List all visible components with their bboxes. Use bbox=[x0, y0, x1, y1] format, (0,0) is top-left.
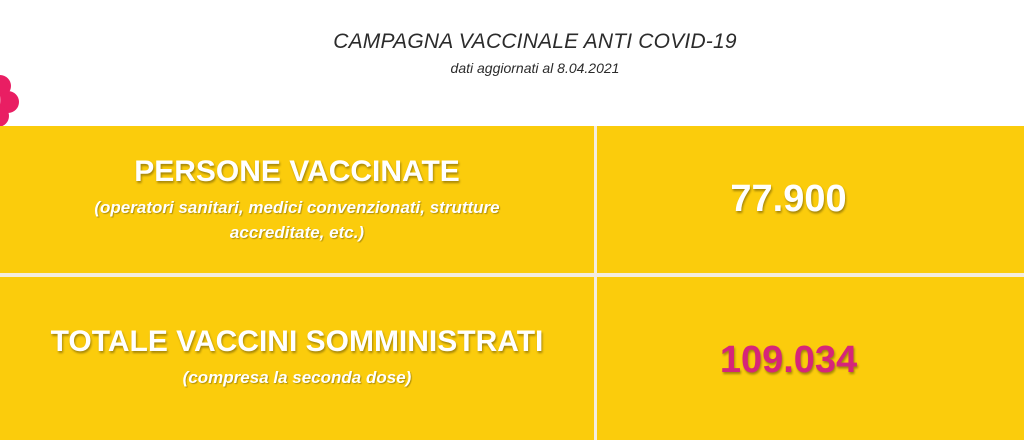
row-vaccinated-value-cell bbox=[597, 126, 1024, 273]
header bbox=[0, 30, 1024, 76]
vaccinated-label: PERSONE VACCINATE bbox=[134, 154, 460, 188]
row-total-label-cell bbox=[0, 277, 594, 440]
vaccinated-sublabel-line1: (operatori sanitari, medici convenzionati, strutture bbox=[94, 197, 500, 217]
vaccinated-sublabel-line2: accreditate, etc.) bbox=[229, 222, 365, 242]
vaccinated-value: 77.900 bbox=[730, 178, 847, 220]
update-date: dati aggiornati al 8.04.2021 bbox=[450, 60, 620, 76]
row-vaccinated-label-cell bbox=[0, 126, 594, 273]
stats-table bbox=[0, 126, 1024, 440]
total-doses-label: TOTALE VACCINI SOMMINISTRATI bbox=[50, 325, 544, 358]
total-doses-sublabel: (compresa la seconda dose) bbox=[182, 368, 412, 387]
row-total-value-cell bbox=[597, 277, 1024, 440]
page-title: CAMPAGNA VACCINALE ANTI COVID-19 bbox=[333, 30, 737, 53]
total-doses-value: 109.034 bbox=[719, 339, 858, 381]
flower-icon bbox=[0, 72, 20, 128]
